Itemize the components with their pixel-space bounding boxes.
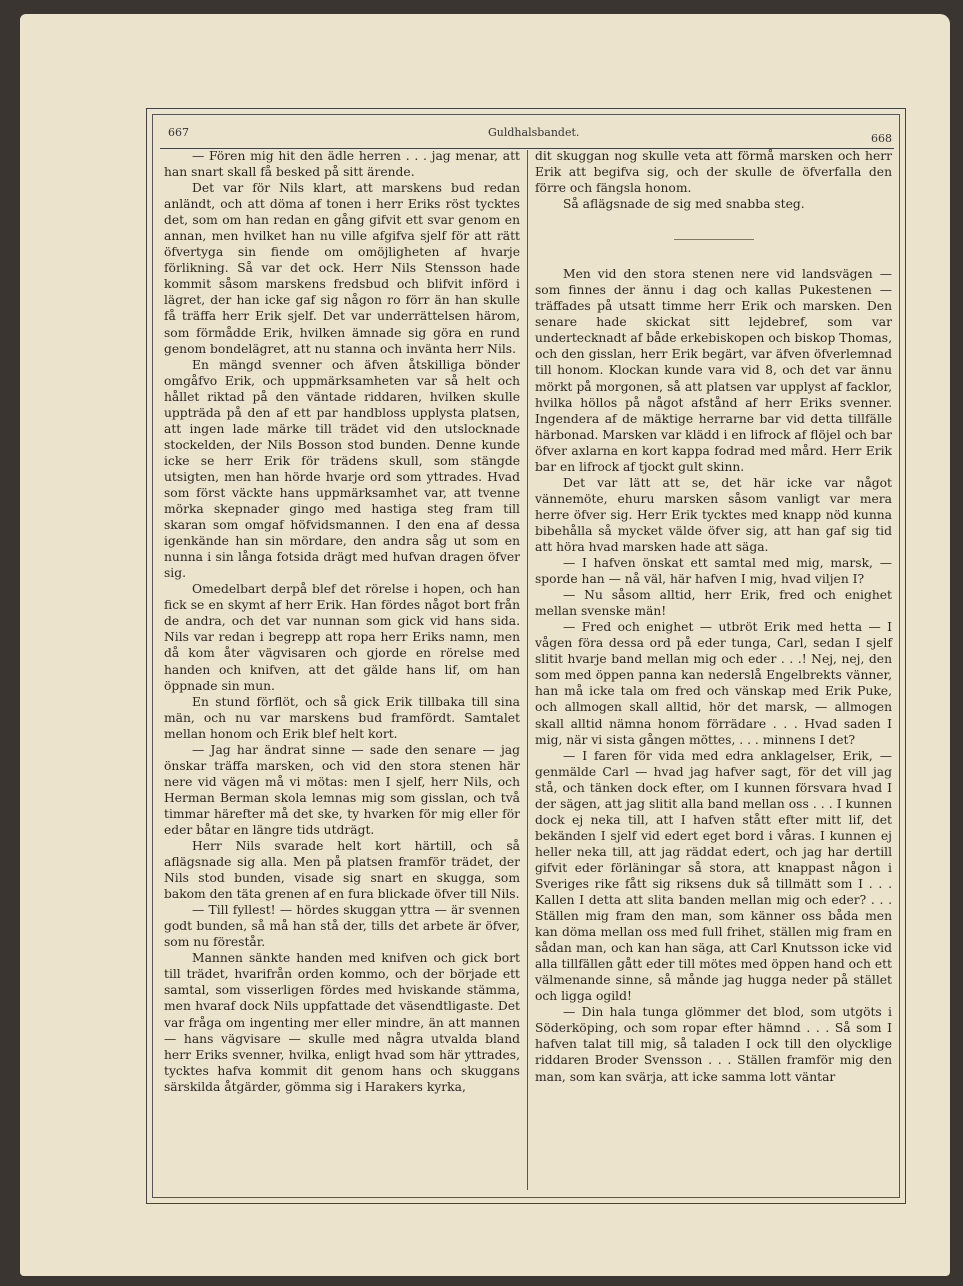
- paragraph: — Jag har ändrat sinne — sade den senare — jag önskar träffa marsken, och vid den stora stenen här nere vid vägen må vi mötas: men I sjelf, herr Nils, och Herman Berman skola lemnas mig som gisslan, och två timmar härefter må det ske, ty hvarken för mig eller för eder båtar en längre tids utdrägt.: [164, 742, 520, 837]
- paragraph: dit skuggan nog skulle veta att förmå marsken och herr Erik att begifva sig, och der skulle de öfverfalla den förre och fängsla honom.: [535, 149, 892, 196]
- paragraph: Mannen sänkte handen med knifven och gick bort till trädet, hvarifrån orden kommo, och der började ett samtal, som visserligen fördes med hviskande stämma, men hvaraf dock Nils uppfattade det väsendtligaste. Det var fråga om ingenting mer eller mindre, än att mannen — hans vägvisare — skulle med några utvalda bland herr Eriks svenner, hvilka, enligt hvad som här yttrades, tycktes hafva kommit dit genom hans och skuggans särskilda åtgärder, gömma sig i Harakers kyrka,: [164, 951, 520, 1094]
- paragraph: Herr Nils svarade helt kort härtill, och så aflägsnade sig alla. Men på platsen framför trädet, der Nils stod bunden, visade sig snart en skugga, som bakom den täta grenen af en fura blickade öfver till Nils.: [164, 839, 520, 902]
- running-title: Guldhalsbandet.: [488, 126, 580, 139]
- paragraph: Men vid den stora stenen nere vid landsvägen — som finnes der ännu i dag och kallas Pukestenen — träffades på utsatt timme herr Erik och marsken. Den senare hade skickat sitt lejdebref, som var undertecknadt af både erkebiskopen och biskop Thomas, och den gisslan, herr Erik begärt, var äfven öfverlemnad till honom. Klockan kunde vara vid 8, och det var ännu mörkt på morgonen, så att platsen var upplyst af facklor, hvilka höllos på något afstånd af herr Eriks svenner. Ingendera af de mäktige herrarne bar vid detta tillfälle härbonad. Marsken var klädd i en lifrock af flöjel och bar öfver axlarna en kort kappa fodrad med mård. Herr Erik bar en lifrock af tjockt gult skinn.: [535, 267, 892, 474]
- paragraph: — Fred och enighet — utbröt Erik med hetta — I vågen föra dessa ord på eder tunga, Carl, sedan I sjelf slitit hvarje band mellan mig och eder . . .! Nej, nej, den som med öppen panna kan nederslå Engelbrekts vänner, han må icke tala om fred och vänskap med Erik Puke, och allmogen skall alltid, hör det marsk, — allmogen skall alltid nämna honom förrädare . . . Hvad saden I mig, när vi sista gången möttes, . . . minnens I det?: [535, 620, 892, 747]
- section-divider: [674, 239, 754, 240]
- paragraph: Så aflägsnade de sig med snabba steg.: [563, 197, 805, 212]
- right-column: [535, 148, 892, 1085]
- left-column: [164, 148, 520, 1095]
- paragraph: — Nu såsom alltid, herr Erik, fred och enighet mellan svenske män!: [535, 588, 892, 619]
- paragraph: Det var lätt att se, det här icke var något vännemöte, ehuru marsken såsom vanligt var mera herre öfver sig. Herr Erik tycktes med knapp nöd kunna bibehålla så mycket välde öfver sig, att han gaf sig tid att höra hvad marsken hade att säga.: [535, 475, 892, 554]
- paragraph: Omedelbart derpå blef det rörelse i hopen, och han fick se en skymt af herr Erik. Han fördes något bort från de andra, och det var nunnan som gick vid hans sida. Nils var redan i begrepp att ropa herr Eriks namn, men då kom åter vägvisaren och gjorde en rörelse med handen och knifven, att det gälde hans lif, om han öppnade sin mun.: [164, 582, 520, 693]
- paragraph: — Fören mig hit den ädle herren . . . jag menar, att han snart skall få besked på sitt ärende.: [164, 149, 520, 180]
- paragraph: En mängd svenner och äfven åtskilliga bönder omgåfvo Erik, och uppmärksamheten var så helt och hållet riktad på den väntade riddaren, hvilken skulle uppträda på den af ett par handbloss upplysta platsen, att ingen lade märke till trädet vid den utslocknade stockelden, der Nils Bosson stod bunden. Denne kunde icke se herr Erik för trädens skull, som stängde utsigten, men han hörde hvarje ord som yttrades. Hvad som först väckte hans uppmärksamhet var, att tvenne mörka skepnader gingo med hastiga steg fram till skaran som omgaf höfvidsmannen. I den ena af dessa igenkände han sin mördare, den andra såg ut som en nunna i sin långa fotsida drägt med hufvan dragen öfver sig.: [164, 357, 520, 581]
- paragraph: — I faren för vida med edra anklagelser, Erik, — genmälde Carl — hvad jag hafver sagt, för det vill jag stå, och tänken dock efter, om I kunnen försvara hvad I der sägen, att jag slitit alla band mellan oss . . . I kunnen dock ej neka till, att I hafven stått efter mitt lif, det bekänden I sjelf vid edert eget bord i våras. I kunnen ej heller neka till, att jag räddat edert, och jag har dertill gifvit eder förläningar så stora, att knappast någon i Sveriges rike fått sig riksens duk så tillmätt som I . . . Kallen I detta att slita banden mellan mig och eder? . . . Ställen mig fram den man, som känner oss båda men kan döma mellan oss med full frihet, ställen mig fram en sådan man, och kan han säga, att Carl Knutsson icke vid alla tillfällen gått eder till mötes med öppen hand och ett välmenande sinne, så månde jag hugga neder på stället och ligga ogild!: [535, 748, 892, 1004]
- paragraph: Det var för Nils klart, att marskens bud redan anländt, och att döma af tonen i herr Eriks röst tycktes det, som om han redan en gång gifvit ett svar genom en annan, men hvilket han nu ville afgifva sjelf för att rätt öfvertyga sin fiende om omöjligheten af hvarje förlikning. Så var det ock. Herr Nils Stensson hade kommit såsom marskens fredsbud och blifvit införd i lägret, der han icke gaf sig någon ro förr än han skulle få träffa herr Erik sjelf. Det var underrättelsen härom, som förmådde Erik, hvilken ämnade sig göra en rund genom bondelägret, att nu stanna och invänta herr Nils.: [164, 181, 520, 356]
- running-header: [168, 122, 892, 146]
- paragraph: — Din hala tunga glömmer det blod, som utgöts i Söderköping, och som ropar efter hämnd . . . Så som I hafven talat till mig, så taladen I ock till den olycklige riddaren Broder Svensson . . . Ställen framför mig den man, som kan svärja, att icke samma lott väntar: [535, 1005, 892, 1084]
- column-separator: [527, 150, 528, 1190]
- paragraph: — I hafven önskat ett samtal med mig, marsk, — sporde han — nå väl, här hafven I mig, hvad viljen I?: [535, 556, 892, 587]
- paragraph: En stund förflöt, och så gick Erik tillbaka till sina män, och nu var marskens bud framfördt. Samtalet mellan honom och Erik blef helt kort.: [164, 694, 520, 741]
- paragraph: — Till fyllest! — hördes skuggan yttra — är svennen godt bunden, så må han stå der, tills det arbete är öfver, som nu förestår.: [164, 903, 520, 950]
- page-number-left: 667: [168, 126, 189, 139]
- page-number-right: 668: [871, 132, 892, 145]
